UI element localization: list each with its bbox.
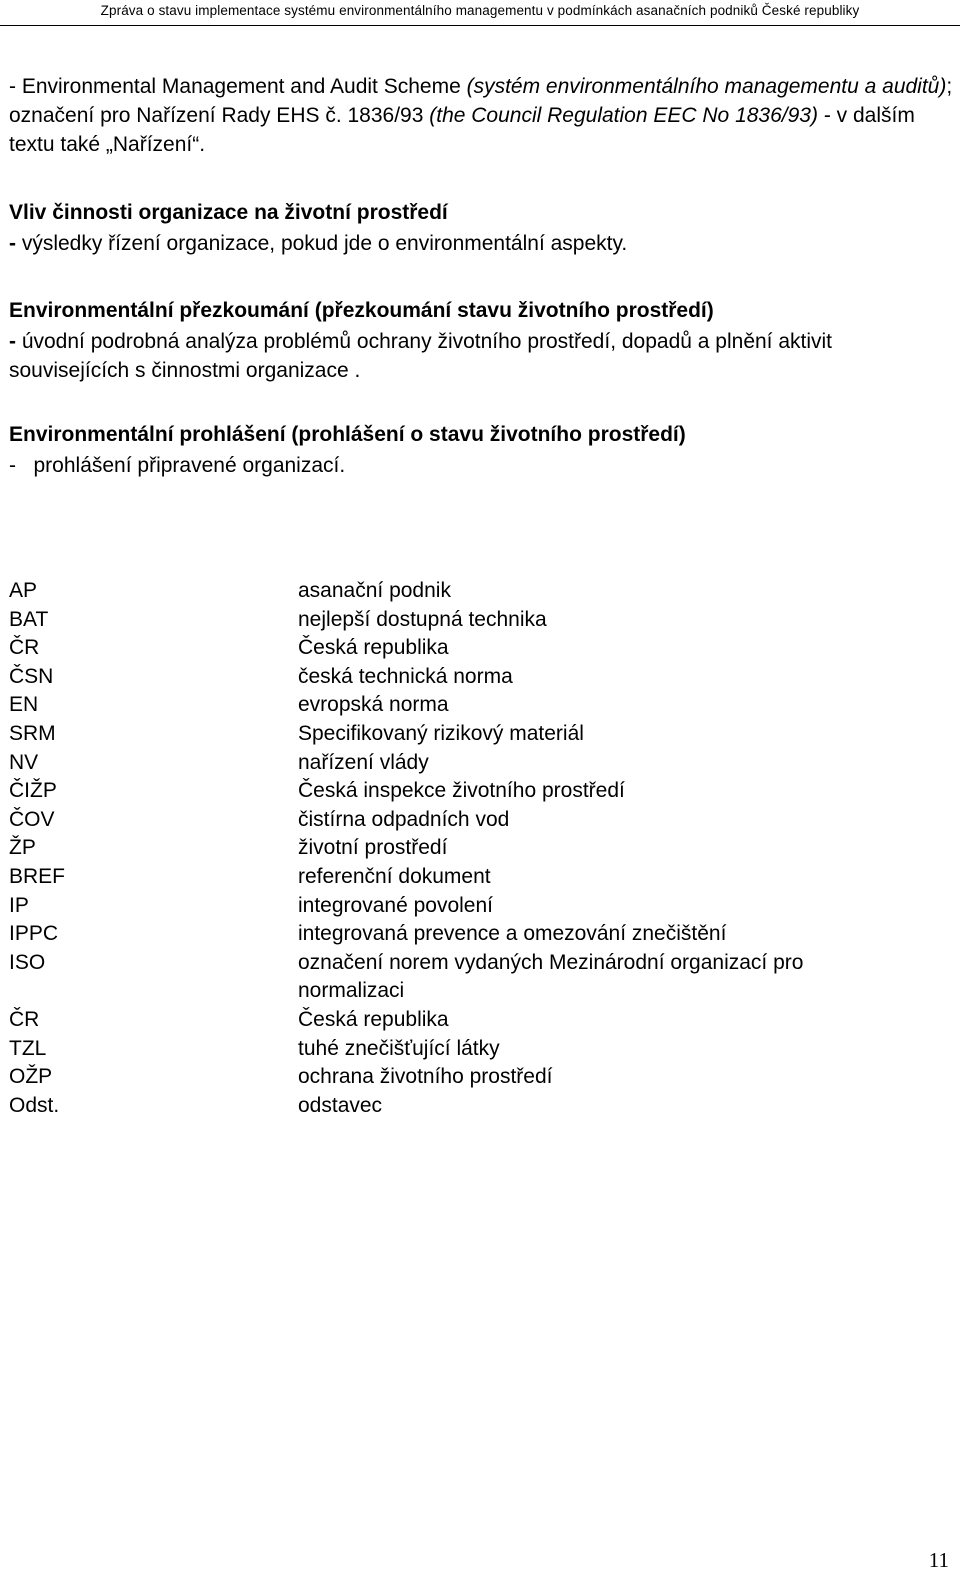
- abbreviation-row: [9, 577, 953, 606]
- abbreviation-meaning: životní prostředí: [298, 836, 448, 860]
- abbreviation-term: OŽP: [9, 1065, 53, 1089]
- definition-term: Vliv činnosti organizace na životní prostředí: [9, 201, 448, 224]
- abbreviation-term: IPPC: [9, 922, 59, 946]
- emas-paragraph: [9, 72, 953, 159]
- header-title: Zpráva o stavu implementace systému environmentálního managementu v podmínkách asanačních podniků České republiky: [100, 3, 860, 18]
- abbreviation-term: ČR: [9, 1007, 40, 1031]
- abbreviation-meaning: evropská norma: [298, 693, 449, 717]
- emas-part5: - v dalším textu také „Nařízení“.: [9, 104, 915, 156]
- abbreviation-term: Odst.: [9, 1093, 60, 1117]
- abbreviation-list: [9, 577, 953, 1120]
- abbreviation-term: TZL: [9, 1036, 47, 1060]
- abbreviation-row: [9, 749, 953, 778]
- abbreviation-meaning: Česká republika: [298, 1007, 449, 1031]
- abbreviation-term: ISO: [9, 950, 46, 974]
- abbreviation-meaning: čistírna odpadních vod: [298, 807, 510, 831]
- emas-dash: -: [9, 75, 22, 98]
- abbreviation-meaning: asanační podnik: [298, 579, 451, 602]
- abbreviation-row: [9, 834, 953, 863]
- abbreviation-meaning: označení norem vydaných Mezinárodní organizací pro normalizaci: [298, 950, 804, 1003]
- abbreviation-meaning: Specifikovaný rizikový materiál: [298, 721, 584, 745]
- abbreviation-row: [9, 1035, 953, 1064]
- page-number: 11: [928, 1548, 949, 1572]
- abbreviation-row: [9, 806, 953, 835]
- abbreviation-term: EN: [9, 693, 39, 717]
- abbreviation-term: BREF: [9, 864, 66, 888]
- definition-text: - prohlášení připravené organizací.: [9, 454, 346, 477]
- abbreviation-row: [9, 1092, 953, 1121]
- abbreviation-term: NV: [9, 750, 39, 774]
- emas-part3: ; označení pro Nařízení Rady EHS č. 1836/93: [9, 75, 953, 127]
- abbreviation-row: [9, 663, 953, 692]
- definition-text: - výsledky řízení organizace, pokud jde o environmentální aspekty.: [9, 232, 628, 255]
- abbreviation-term: SRM: [9, 721, 56, 745]
- abbreviation-meaning: česká technická norma: [298, 664, 513, 688]
- abbreviation-meaning: integrované povolení: [298, 893, 493, 917]
- abbreviation-row: [9, 920, 953, 949]
- page-header: [0, 0, 960, 26]
- abbreviation-meaning: odstavec: [298, 1093, 383, 1117]
- abbreviation-row: [9, 777, 953, 806]
- definition-term: Environmentální přezkoumání (přezkoumání stavu životního prostředí): [9, 299, 714, 322]
- emas-part4: (the Council Regulation EEC No 1836/93): [429, 104, 818, 127]
- abbreviation-term: AP: [9, 579, 38, 602]
- abbreviation-meaning: referenční dokument: [298, 864, 491, 888]
- abbreviation-term: BAT: [9, 607, 49, 631]
- abbreviation-term: ČOV: [9, 807, 55, 831]
- abbreviation-row: [9, 720, 953, 749]
- abbreviation-meaning: nařízení vlády: [298, 750, 429, 774]
- abbreviation-meaning: integrovaná prevence a omezování znečištění: [298, 922, 727, 946]
- abbreviation-row: [9, 863, 953, 892]
- abbreviation-row: [9, 1063, 953, 1092]
- emas-part2: (systém environmentálního managementu a auditů): [466, 75, 947, 98]
- abbreviation-meaning: Česká republika: [298, 636, 449, 660]
- abbreviation-term: ČIŽP: [9, 779, 57, 803]
- abbreviation-meaning: Česká inspekce životního prostředí: [298, 779, 625, 803]
- abbreviation-term: IP: [9, 893, 29, 917]
- abbreviation-meaning: ochrana životního prostředí: [298, 1065, 553, 1089]
- definition-block: [9, 420, 953, 480]
- abbreviation-row: [9, 1006, 953, 1035]
- abbreviation-row: [9, 606, 953, 635]
- abbreviation-meaning: tuhé znečišťující látky: [298, 1036, 500, 1060]
- abbreviation-term: ČR: [9, 636, 40, 660]
- abbreviation-row: [9, 634, 953, 663]
- abbreviation-row: [9, 949, 953, 1006]
- emas-part1: Environmental Management and Audit Scheme: [21, 75, 467, 98]
- abbreviation-meaning: nejlepší dostupná technika: [298, 607, 547, 631]
- definition-block: [9, 198, 953, 258]
- definition-text: - úvodní podrobná analýza problémů ochrany životního prostředí, dopadů a plnění aktivit souvisejících s činnostmi organizace .: [9, 330, 833, 382]
- abbreviation-row: [9, 691, 953, 720]
- abbreviation-term: ČSN: [9, 664, 54, 688]
- abbreviation-term: ŽP: [9, 836, 36, 860]
- definition-term: Environmentální prohlášení (prohlášení o stavu životního prostředí): [9, 423, 686, 446]
- definition-block: [9, 296, 953, 385]
- document-body: [9, 72, 953, 480]
- abbreviation-row: [9, 892, 953, 921]
